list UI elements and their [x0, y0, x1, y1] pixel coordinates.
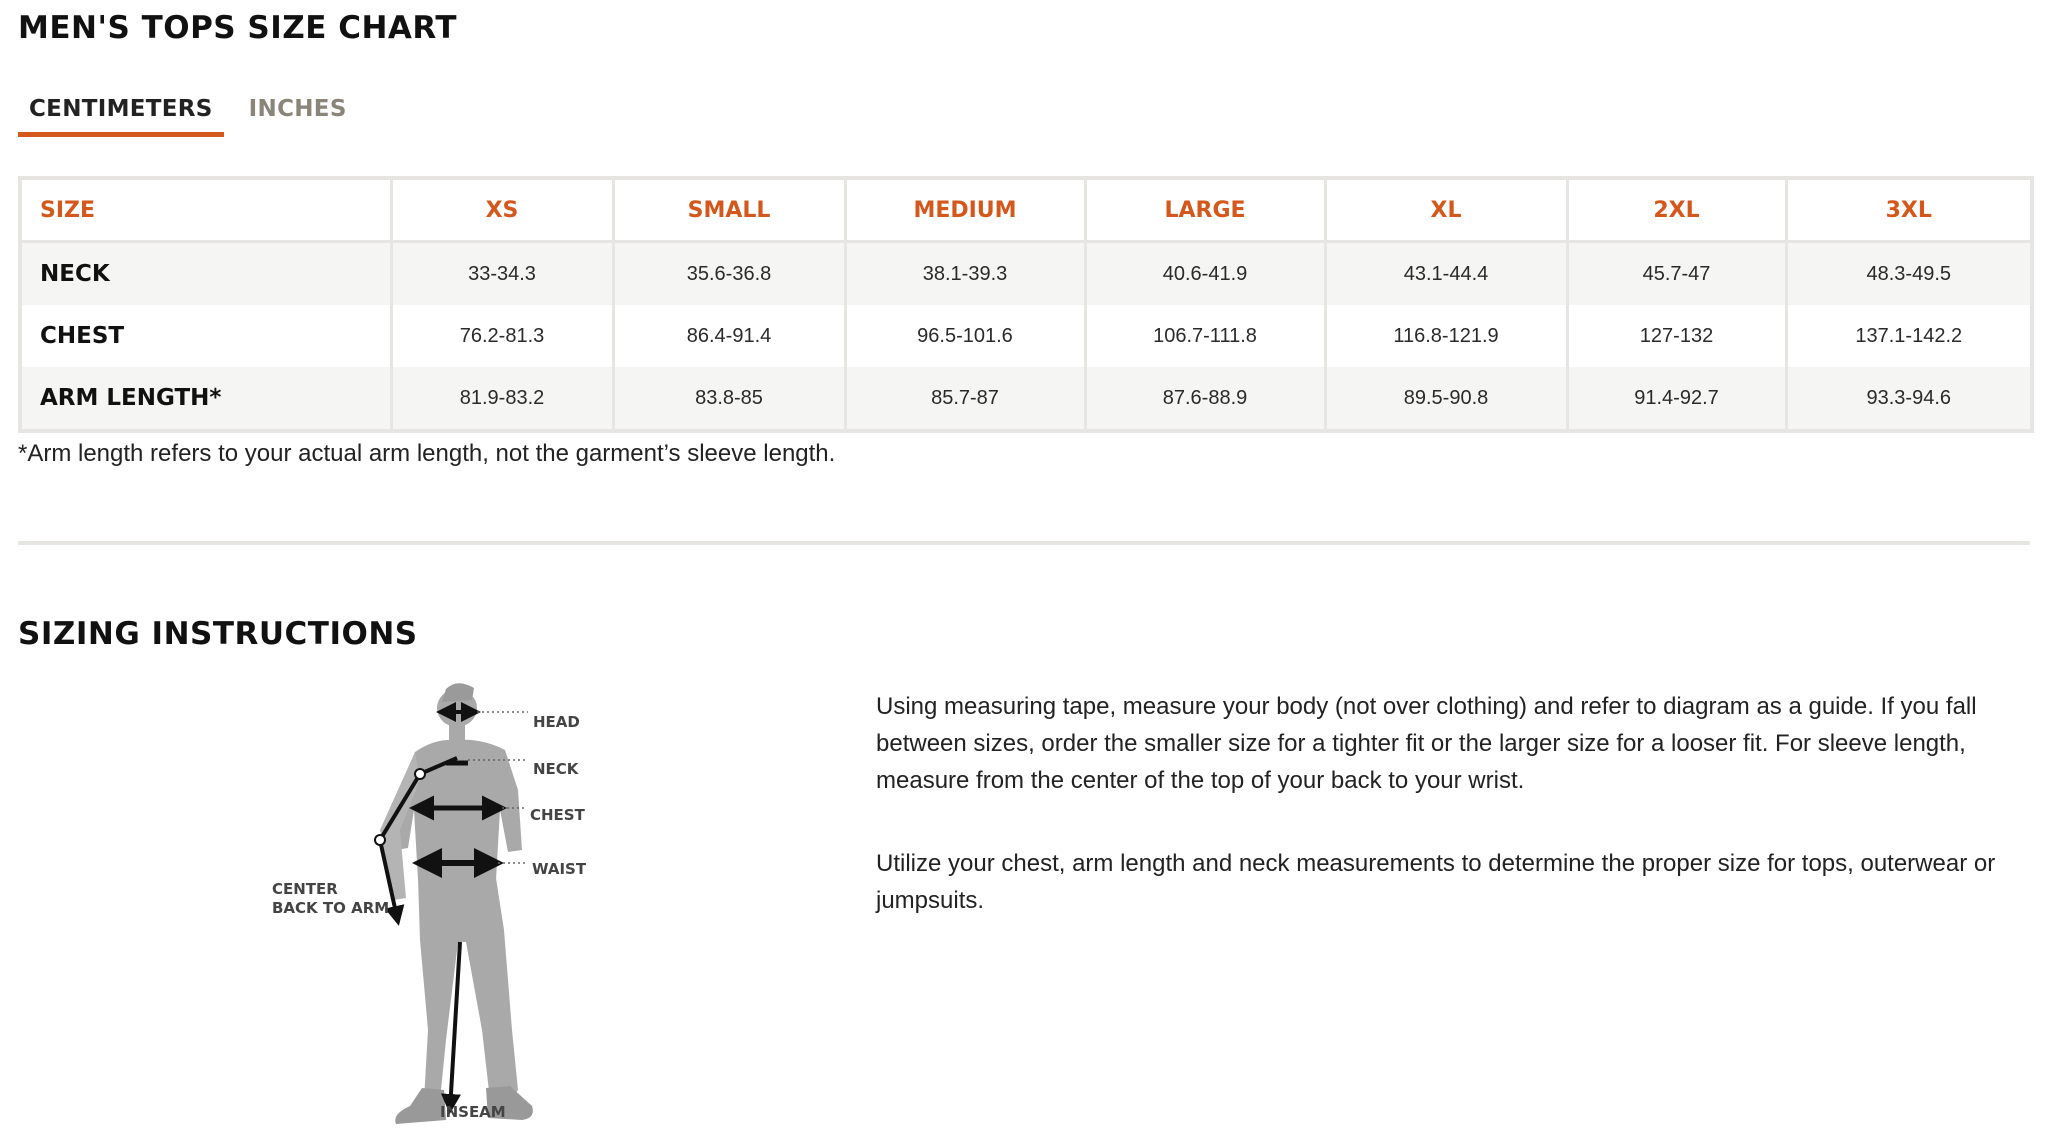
- table-cell: 106.7-111.8: [1085, 305, 1325, 367]
- tab-centimeters[interactable]: CENTIMETERS: [18, 92, 224, 137]
- section-divider: [18, 541, 2030, 545]
- label-back-to-arm: BACK TO ARM: [272, 899, 390, 917]
- unit-tabs: [18, 92, 358, 136]
- table-header-medium: MEDIUM: [845, 178, 1085, 242]
- table-header-size: SIZE: [20, 178, 391, 242]
- section-title: SIZING INSTRUCTIONS: [18, 616, 418, 652]
- table-cell: 35.6-36.8: [613, 242, 845, 306]
- table-cell: 48.3-49.5: [1786, 242, 2032, 306]
- measurement-diagram: [260, 680, 600, 1130]
- table-cell: 86.4-91.4: [613, 305, 845, 367]
- sizing-instructions-text: [876, 688, 2036, 965]
- tab-inches[interactable]: INCHES: [248, 96, 347, 122]
- label-chest: CHEST: [530, 806, 585, 824]
- table-cell: 43.1-44.4: [1325, 242, 1567, 306]
- row-label: NECK: [20, 242, 391, 306]
- page-title: MEN'S TOPS SIZE CHART: [18, 10, 458, 46]
- body-silhouette-icon: [380, 683, 533, 1124]
- table-cell: 33-34.3: [391, 242, 613, 306]
- table-cell: 93.3-94.6: [1786, 367, 2032, 431]
- label-waist: WAIST: [532, 860, 587, 878]
- table-cell: 96.5-101.6: [845, 305, 1085, 367]
- label-head: HEAD: [533, 713, 580, 731]
- size-chart-table: [18, 176, 2034, 433]
- row-label: CHEST: [20, 305, 391, 367]
- table-header-row: [20, 178, 2032, 242]
- instructions-paragraph: Utilize your chest, arm length and neck measurements to determine the proper size for tops, outerwear or jumpsuits.: [876, 850, 1996, 914]
- table-cell: 137.1-142.2: [1786, 305, 2032, 367]
- table-header-xl: XL: [1325, 178, 1567, 242]
- table-cell: 40.6-41.9: [1085, 242, 1325, 306]
- label-inseam: INSEAM: [440, 1103, 506, 1121]
- table-header-xs: XS: [391, 178, 613, 242]
- table-cell: 87.6-88.9: [1085, 367, 1325, 431]
- table-row-chest: [20, 305, 2032, 367]
- table-cell: 76.2-81.3: [391, 305, 613, 367]
- table-header-small: SMALL: [613, 178, 845, 242]
- table-cell: 81.9-83.2: [391, 367, 613, 431]
- instructions-paragraph: Using measuring tape, measure your body (not over clothing) and refer to diagram as a guide. If you fall between sizes, order the smaller size for a tighter fit or the larger size for a looser fit. For sleeve length, measure from the center of the top of your back to your wrist.: [876, 693, 1977, 794]
- table-header-2xl: 2XL: [1567, 178, 1786, 242]
- table-row-neck: [20, 242, 2032, 306]
- table-cell: 85.7-87: [845, 367, 1085, 431]
- arm-length-footnote: *Arm length refers to your actual arm length, not the garment’s sleeve length.: [18, 440, 836, 467]
- table-header-large: LARGE: [1085, 178, 1325, 242]
- table-cell: 91.4-92.7: [1567, 367, 1786, 431]
- table-cell: 45.7-47: [1567, 242, 1786, 306]
- table-cell: 83.8-85: [613, 367, 845, 431]
- table-cell: 38.1-39.3: [845, 242, 1085, 306]
- table-row-arm-length: [20, 367, 2032, 431]
- table-cell: 127-132: [1567, 305, 1786, 367]
- label-neck: NECK: [533, 760, 579, 778]
- table-cell: 89.5-90.8: [1325, 367, 1567, 431]
- table-header-3xl: 3XL: [1786, 178, 2032, 242]
- table-cell: 116.8-121.9: [1325, 305, 1567, 367]
- row-label: ARM LENGTH*: [20, 367, 391, 431]
- label-center-back: CENTER: [272, 880, 338, 898]
